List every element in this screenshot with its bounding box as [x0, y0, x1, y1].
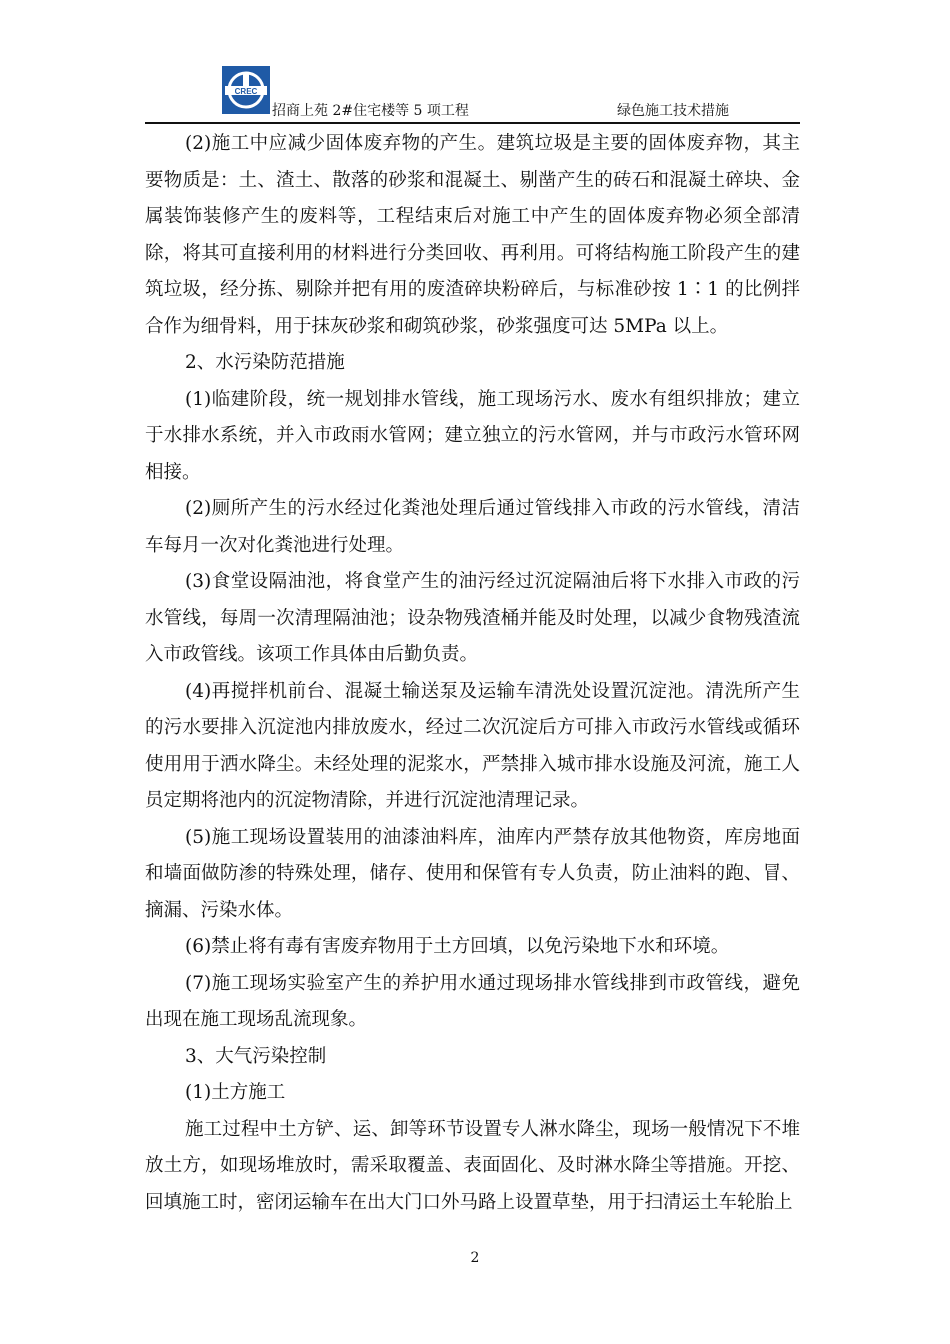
header-document-title: 绿色施工技术措施 [617, 103, 729, 119]
company-logo-icon [222, 66, 270, 114]
paragraph: (4)再搅拌机前台、混凝土输送泵及运输车清洗处设置沉淀池。清洗所产生的污水要排入沉淀池内排放废水，经过二次沉淀后方可排入市政污水管线或循环使用用于洒水降尘。未经处理的泥浆水，严禁排入城市排水设施及河流，施工人员定期将池内的沉淀物清除，并进行沉淀池清理记录。 [145, 680, 800, 811]
svg-text:CREC: CREC [234, 87, 258, 96]
header-rule [145, 122, 800, 124]
paragraph: (2)施工中应减少固体废弃物的产生。建筑垃圾是主要的固体废弃物，其主要物质是：土、渣土、散落的砂浆和混凝土、剔凿产生的砖石和混凝土碎块、金属装饰装修产生的废料等，工程结束后对施工中产生的固体废弃物必须全部清除，将其可直接利用的材料进行分类回收、再利用。可将结构施工阶段产生的建筑垃圾，经分拣、剔除并把有用的废渣碎块粉碎后，与标准砂按 1∶1 的比例拌合作为细骨料，用于抹灰砂浆和砌筑砂浆，砂浆强度可达 5MPa 以上。 [145, 133, 800, 337]
paragraph: (5)施工现场设置装用的油漆油料库，油库内严禁存放其他物资，库房地面和墙面做防渗的特殊处理，储存、使用和保管有专人负责，防止油料的跑、冒、摘漏、污染水体。 [145, 826, 800, 921]
page-number: 2 [470, 1250, 480, 1266]
section-heading: 3、大气污染控制 [185, 1045, 327, 1067]
paragraph: (3)食堂设隔油池，将食堂产生的油污经过沉淀隔油后将下水排入市政的污水管线，每周一次清理隔油池；设杂物残渣桶并能及时处理，以减少食物残渣流入市政管线。该项工作具体由后勤负责。 [145, 571, 800, 665]
paragraph: (6)禁止将有毒有害废弃物用于土方回填，以免污染地下水和环境。 [185, 936, 730, 957]
paragraph: (7)施工现场实验室产生的养护用水通过现场排水管线排到市政管线，避免出现在施工现场乱流现象。 [145, 972, 800, 1030]
page-header [145, 62, 800, 126]
paragraph: 施工过程中土方铲、运、卸等环节设置专人淋水降尘，现场一般情况下不堆放土方，如现场堆放时，需采取覆盖、表面固化、及时淋水降尘等措施。开挖、回填施工时，密闭运输车在出大门口外马路上设置草垫，用于扫清运土车轮胎上 [145, 1118, 800, 1213]
subsection-heading: (1)土方施工 [185, 1082, 286, 1103]
paragraph: (1)临建阶段，统一规划排水管线，施工现场污水、废水有组织排放；建立于水排水系统，并入市政雨水管网；建立独立的污水管网，并与市政污水管环网相接。 [145, 388, 800, 483]
paragraph: (2)厕所产生的污水经过化粪池处理后通过管线排入市政的污水管线，清洁车每月一次对化粪池进行处理。 [145, 498, 800, 556]
document-body [145, 126, 800, 1221]
header-project-name: 招商上苑 2#住宅楼等 5 项工程 [272, 103, 469, 119]
section-heading: 2、水污染防范措施 [185, 352, 345, 373]
